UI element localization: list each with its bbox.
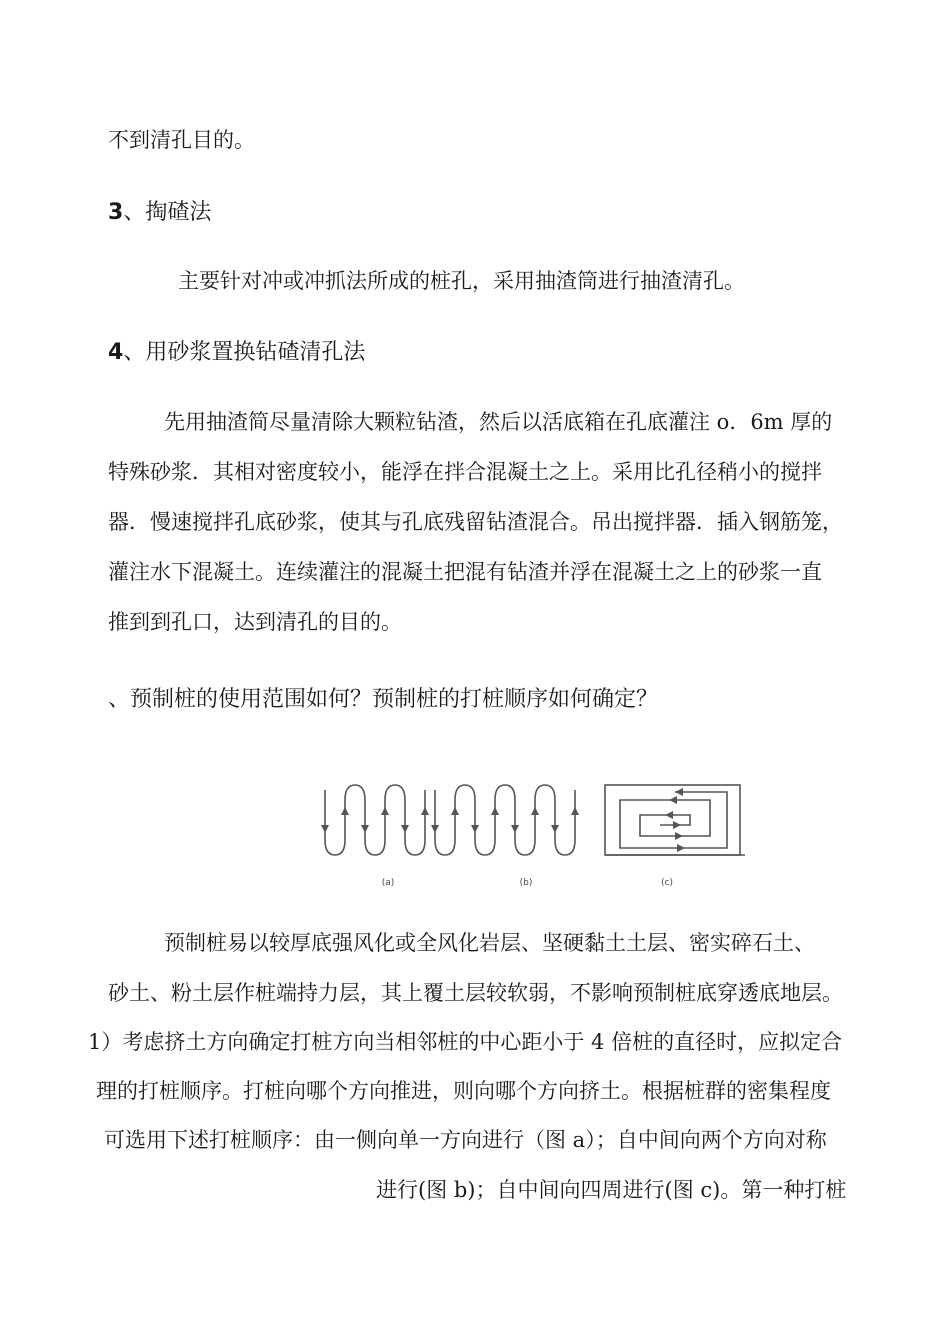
text-line: 预制桩易以较厚底强风化或全风化岩层、坚硬黏土土层、密实碎石土、: [164, 931, 815, 955]
serpentine-path-b-left: [435, 785, 515, 855]
arrow-down: [471, 825, 479, 833]
arrow-up: [491, 807, 499, 815]
text-line: 先用抽渣简尽量清除大颗粒钻渣，然后以活底箱在孔底灌注 o．6m 厚的: [164, 410, 833, 434]
arrow-up: [381, 807, 389, 815]
pile-driving-order-figure: [315, 770, 755, 900]
caption-a: (a): [381, 878, 395, 888]
arrow-left: [665, 811, 673, 819]
pile-order-diagram: [315, 770, 755, 900]
arrow-right: [677, 844, 685, 852]
text-line: 灌注水下混凝土。连续灌注的混凝土把混有钻渣并浮在混凝土之上的砂浆一直: [108, 560, 822, 584]
arrow-down: [511, 825, 519, 833]
arrow-down: [431, 825, 439, 833]
text-line: 砂土、粉土层作桩端持力层，其上覆土层较软弱，不影响预制桩底穿透底地层。: [108, 981, 843, 1005]
serpentine-path-a: [325, 785, 425, 855]
serpentine-path-b-right: [515, 785, 575, 855]
arrow-down: [321, 825, 329, 833]
text-line: 1）考虑挤土方向确定打桩方向当相邻桩的中心距小于 4 倍桩的直径时，应拟定合: [88, 1030, 843, 1054]
arrow-right: [673, 821, 681, 829]
section-heading-3: [108, 198, 211, 228]
arrow-left: [675, 788, 683, 796]
text-line: 推到到孔口，达到清孔的目的。: [108, 610, 402, 634]
section-number: 4: [108, 340, 124, 365]
arrow-down: [361, 825, 369, 833]
section-title: 、掏碴法: [123, 200, 212, 225]
arrow-left: [669, 796, 677, 804]
arrow-down: [401, 825, 409, 833]
arrow-right: [675, 832, 683, 840]
text-line: 不到清孔目的。: [108, 128, 255, 152]
arrow-up: [531, 807, 539, 815]
text-line: 主要针对冲或冲抓法所成的桩孔，采用抽渣筒进行抽渣清孔。: [178, 269, 745, 293]
section-number: 3: [108, 200, 124, 225]
text-line: 器．慢速搅拌孔底砂浆，使其与孔底残留钻渣混合。吊出搅拌器．插入钢筋笼，: [108, 510, 843, 534]
arrow-up: [451, 807, 459, 815]
text-line: 特殊砂浆．其相对密度较小，能浮在拌合混凝土之上。采用比孔径稍小的搅拌: [108, 460, 822, 484]
spiral-outer-frame: [605, 785, 740, 855]
arrow-up: [571, 807, 579, 815]
text-line: 理的打桩顺序。打桩向哪个方向推进，则向哪个方向挤土。根据桩群的密集程度: [96, 1079, 831, 1103]
text-line: 可选用下述打桩顺序：由一侧向单一方向进行（图 a）；自中间向两个方向对称: [104, 1128, 827, 1152]
arrow-down: [551, 825, 559, 833]
caption-b: (b): [519, 878, 533, 888]
section-title: 、用砂浆置换钻碴清孔法: [123, 340, 366, 365]
caption-c: (c): [661, 878, 673, 888]
section-heading-4: [108, 338, 365, 368]
question-heading: 、预制桩的使用范围如何？预制桩的打桩顺序如何确定？: [108, 687, 659, 712]
text-line: 进行(图 b)；自中间向四周进行(图 c)。第一种打桩: [376, 1178, 847, 1202]
arrow-up: [421, 807, 429, 815]
arrow-up: [341, 807, 349, 815]
